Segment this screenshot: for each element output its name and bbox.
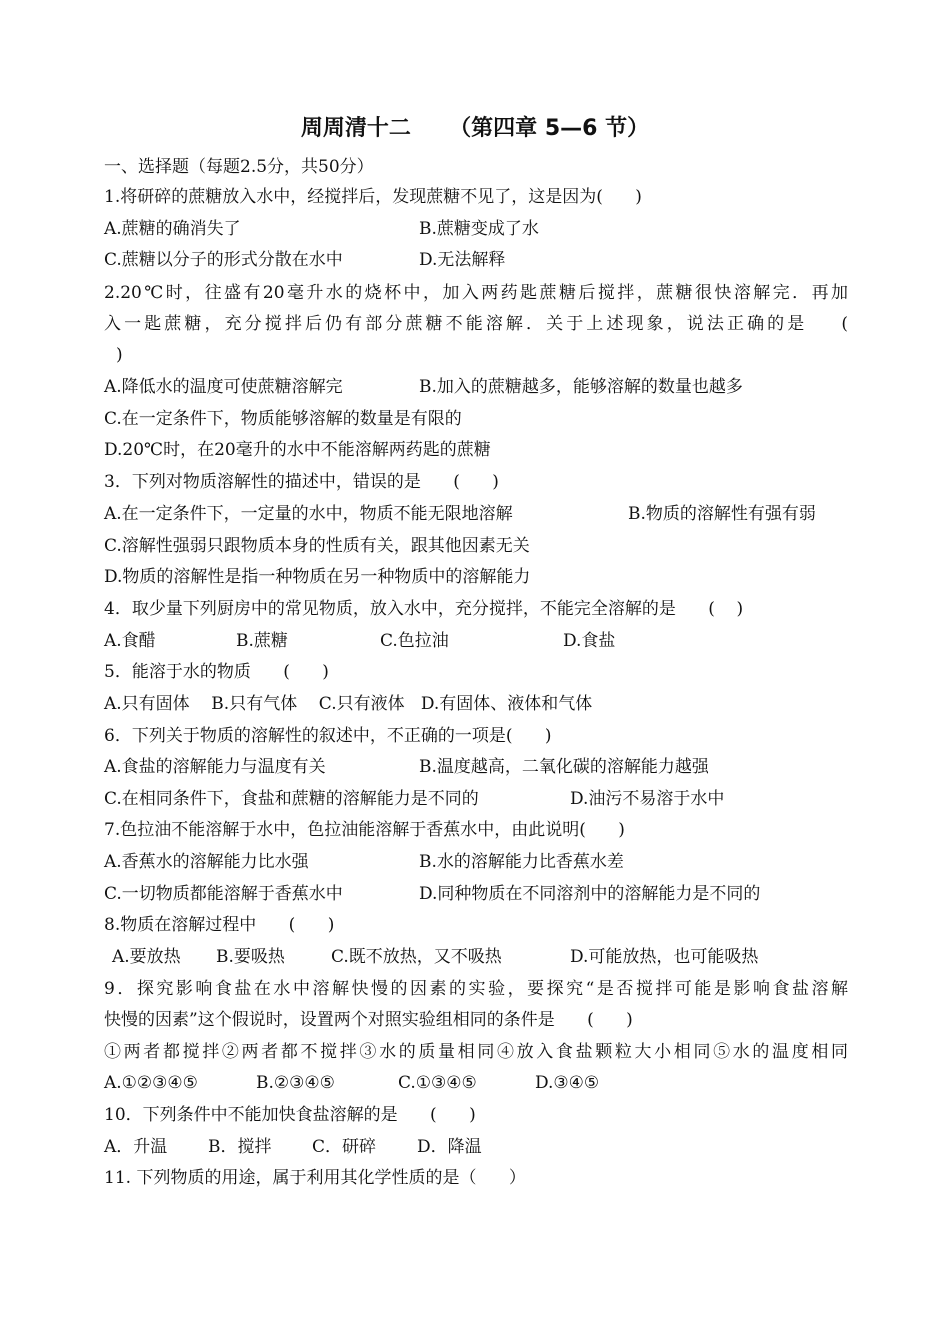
question-8-option-d: D.可能放热，也可能吸热 — [570, 947, 759, 967]
question-9-option-a: A.①②③④⑤ — [104, 1073, 198, 1093]
question-6-option-a: A.食盐的溶解能力与温度有关 — [104, 757, 326, 777]
question-9-conditions: ①两者都搅拌②两者都不搅拌③水的质量相同④放入食盐颗粒大小相同⑤水的温度相同 — [104, 1042, 848, 1062]
question-1-option-c: C.蔗糖以分子的形式分散在水中 — [104, 250, 343, 270]
question-2-option-c: C.在一定条件下，物质能够溶解的数量是有限的 — [104, 409, 462, 429]
question-7-option-d: D.同种物质在不同溶剂中的溶解能力是不同的 — [419, 884, 761, 904]
question-8-option-a: A.要放热 — [112, 947, 181, 967]
question-10-option-b: B．搅拌 — [208, 1137, 272, 1157]
question-6-option-d: D.油污不易溶于水中 — [570, 789, 725, 809]
question-4-option-b: B.蔗糖 — [236, 631, 288, 651]
question-7-option-b: B.水的溶解能力比香蕉水差 — [419, 852, 624, 872]
question-9-option-c: C.①③④⑤ — [398, 1073, 477, 1093]
page-title: 周周清十二 （第四章 5—6 节） — [300, 116, 650, 141]
question-10-stem: 10．下列条件中不能加快食盐溶解的是 ( ) — [104, 1105, 476, 1125]
question-9-stem-line-1: 9．探究影响食盐在水中溶解快慢的因素的实验，要探究“是否搅拌可能是影响食盐溶解 — [104, 979, 848, 999]
question-2-option-d: D.20℃时，在20毫升的水中不能溶解两药匙的蔗糖 — [104, 440, 491, 460]
question-3-stem: 3．下列对物质溶解性的描述中，错误的是 ( ) — [104, 472, 499, 492]
question-6-stem: 6．下列关于物质的溶解性的叙述中，不正确的一项是( ) — [104, 726, 552, 746]
question-4-option-c: C.色拉油 — [380, 631, 449, 651]
question-1-option-b: B.蔗糖变成了水 — [419, 219, 539, 239]
question-8-stem: 8.物质在溶解过程中 ( ) — [104, 915, 335, 935]
question-4-option-d: D.食盐 — [563, 631, 616, 651]
question-11-stem: 11. 下列物质的用途，属于利用其化学性质的是（ ） — [104, 1168, 526, 1188]
question-8-option-b: B.要吸热 — [216, 947, 285, 967]
question-8-option-c: C.既不放热，又不吸热 — [331, 947, 502, 967]
question-1-stem: 1.将研碎的蔗糖放入水中，经搅拌后，发现蔗糖不见了，这是因为( ) — [104, 187, 642, 207]
question-6-option-c: C.在相同条件下，食盐和蔗糖的溶解能力是不同的 — [104, 789, 479, 809]
question-5-options: A.只有固体 B.只有气体 C.只有液体 D.有固体、液体和气体 — [104, 694, 593, 714]
question-2-stem-line-3: ) — [116, 345, 123, 365]
question-2-option-a: A.降低水的温度可使蔗糖溶解完 — [104, 377, 343, 397]
question-9-stem-line-2: 快慢的因素”这个假说时，设置两个对照实验组相同的条件是 ( ) — [104, 1010, 633, 1030]
question-10-option-d: D．降温 — [417, 1137, 482, 1157]
question-9-option-b: B.②③④⑤ — [256, 1073, 335, 1093]
question-7-stem: 7.色拉油不能溶解于水中，色拉油能溶解于香蕉水中，由此说明( ) — [104, 820, 625, 840]
question-7-option-a: A.香蕉水的溶解能力比水强 — [104, 852, 309, 872]
question-3-option-b: B.物质的溶解性有强有弱 — [628, 504, 816, 524]
question-4-stem: 4．取少量下列厨房中的常见物质，放入水中，充分搅拌，不能完全溶解的是 ( ) — [104, 599, 744, 619]
question-1-option-d: D.无法解释 — [419, 250, 506, 270]
question-3-option-d: D.物质的溶解性是指一种物质在另一种物质中的溶解能力 — [104, 567, 531, 587]
question-6-option-b: B.温度越高，二氧化碳的溶解能力越强 — [419, 757, 709, 777]
question-2-stem-line-2: 入一匙蔗糖，充分搅拌后仍有部分蔗糖不能溶解．关于上述现象，说法正确的是 ( — [104, 314, 848, 334]
section-heading: 一、选择题（每题2.5分，共50分） — [104, 157, 374, 177]
question-10-option-a: A．升温 — [104, 1137, 168, 1157]
question-4-option-a: A.食醋 — [104, 631, 156, 651]
question-7-option-c: C.一切物质都能溶解于香蕉水中 — [104, 884, 343, 904]
question-1-option-a: A.蔗糖的确消失了 — [104, 219, 241, 239]
question-3-option-a: A.在一定条件下，一定量的水中，物质不能无限地溶解 — [104, 504, 513, 524]
question-10-option-c: C．研碎 — [312, 1137, 377, 1157]
question-2-option-b: B.加入的蔗糖越多，能够溶解的数量也越多 — [419, 377, 743, 397]
question-3-option-c: C.溶解性强弱只跟物质本身的性质有关，跟其他因素无关 — [104, 536, 530, 556]
question-2-stem-line-1: 2.20℃时，往盛有20毫升水的烧杯中，加入两药匙蔗糖后搅拌，蔗糖很快溶解完．再加 — [104, 283, 848, 303]
question-5-stem: 5．能溶于水的物质 ( ) — [104, 662, 329, 682]
question-9-option-d: D.③④⑤ — [535, 1073, 600, 1093]
